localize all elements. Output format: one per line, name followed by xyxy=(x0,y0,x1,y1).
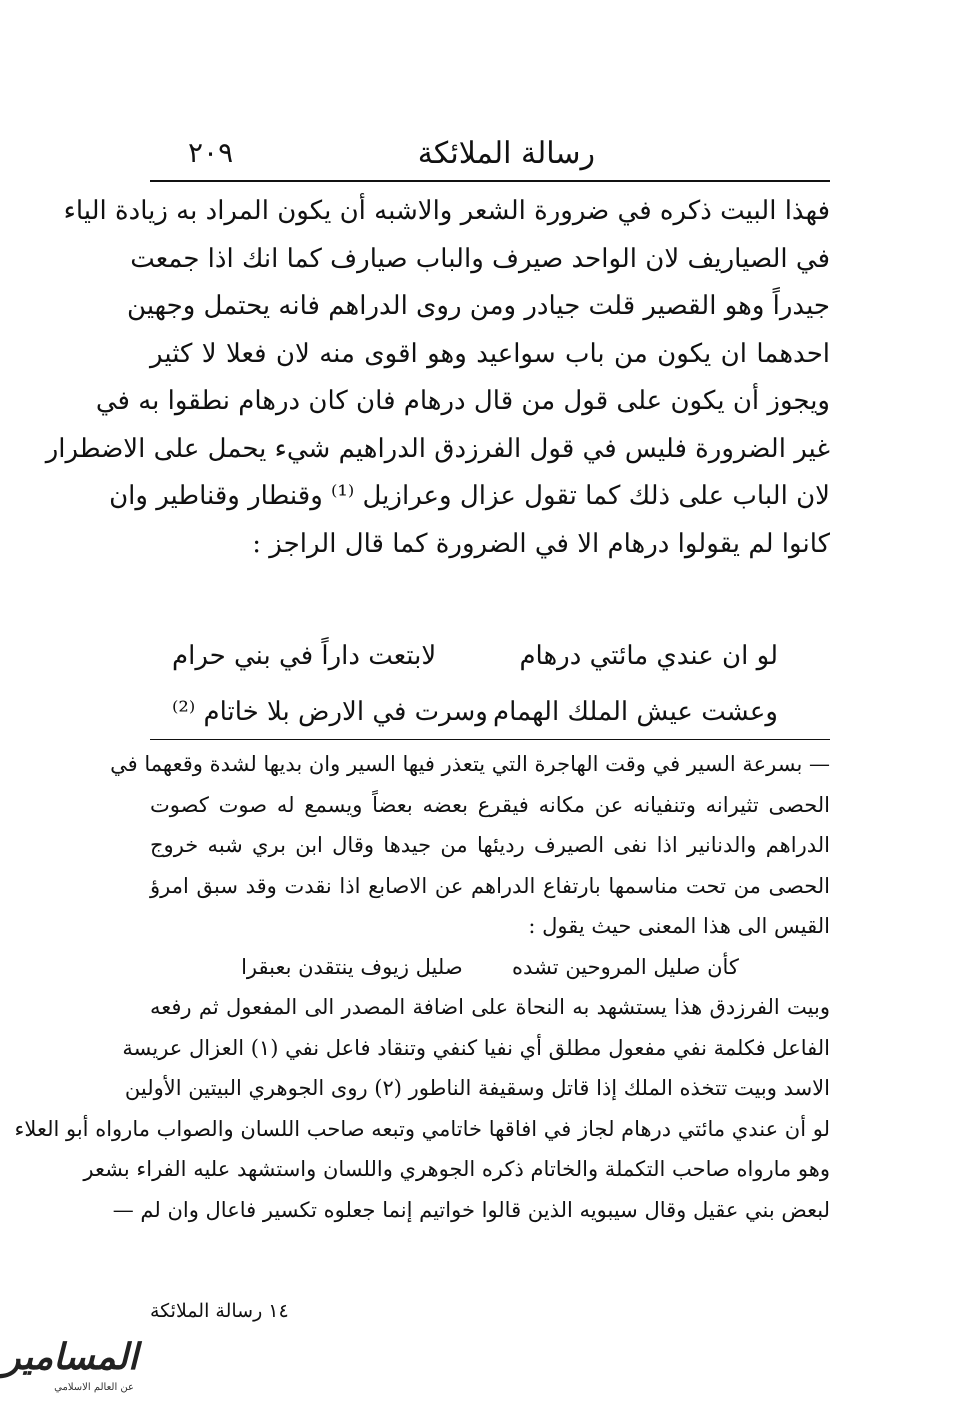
logo-subtext: عن العالم الاسلامي xyxy=(54,1382,134,1393)
footnote-line: الفاعل فكلمة نفي مفعول مطلق أي نفيا كنفي وتنقاد فاعل نفي (١) العزال عريسة xyxy=(122,1035,830,1060)
signature-mark: ١٤ رسالة الملائكة xyxy=(150,1300,289,1322)
footnote-line: — بسرعة السير في وقت الهاجرة التي يتعذر فيها السير وان بديها لشدة وقعهما في xyxy=(110,752,830,776)
main-text xyxy=(45,188,830,568)
running-title: رسالة الملائكة xyxy=(417,136,595,171)
verse-second-hemistich: وسرت في الارض بلا خاتام ⁽²⁾ xyxy=(172,697,488,727)
footnote-line: الاسد وبيت تتخذه الملك إذا قاتل وسقيفة الناطور (٢) روى الجوهري البيتين الأولين xyxy=(124,1076,830,1100)
verse-second-hemistich: لابتعت داراً في بني حرام xyxy=(172,641,437,671)
footnote-line: وبيت الفرزدق هذا يستشهد به النحاة على اضافة المصدر الى المفعول ثم رفعه xyxy=(150,995,830,1019)
footnote-verse-second: صليل زيوف ينتقدن بعبقرا xyxy=(241,954,463,979)
page-number: ٢٠٩ xyxy=(188,136,234,169)
footnote-line: الحصى من تحت مناسمها بارتفاع الدراهم عن الاصابع اذا نقدت وقد سبق امرؤ xyxy=(150,873,830,898)
text-line: كانوا لم يقولوا درهام الا في الضرورة كما قال الراجز : xyxy=(252,528,830,559)
text-line: احدهما ان يكون من باب سواعيد وهو اقوى منه لان فعلا لا كثير xyxy=(150,338,830,369)
footnote-line: لبعض بني عقيل وقال سيبويه الذين قالوا خواتيم إنما جعلوه تكسير فاعال وان لم — xyxy=(112,1197,830,1222)
footnote-line: الدراهم والدنانير اذا نفى الصيرف رديئها من جيدها وقال ابن بري شبه خروج xyxy=(150,833,830,857)
verse xyxy=(150,684,830,740)
running-head xyxy=(150,136,830,176)
verse-first-hemistich: وعشت عيش الملك الهمام xyxy=(493,697,778,727)
text-line: جيدراً وهو القصير قلت جيادر ومن روى الدراهم فانه يحتمل وجهين xyxy=(127,291,830,321)
library-logo xyxy=(3,1336,138,1406)
footnotes xyxy=(14,744,830,1230)
footnote-verse-first: كأن صليل المروحين تشده xyxy=(512,954,739,979)
text-line: غير الضرورة فليس في قول الفرزدق الدراهيم شيء يحمل على الاضطرار xyxy=(45,433,830,464)
header-rule xyxy=(150,180,830,182)
logo-text: المسامير xyxy=(3,1336,138,1378)
footnote-line: الحصى تثيرانه وتنفيانه عن مكانه فيقرع بعضه بعضاً ويسمع له صوت كصوت xyxy=(150,792,830,817)
footnote-line: لو أن عندي مائتي درهام لجاز في افاقها خاتامي وتبعه صاحب اللسان والصواب مارواه أبو العلاء xyxy=(14,1116,830,1141)
footnote-verse xyxy=(150,947,830,988)
verse xyxy=(150,628,830,684)
text-line: في الصياريف لان الواحد صيرف والباب صيارف كما انك اذا جمعت xyxy=(130,243,830,274)
text-line: ويجوز أن يكون على قول من قال درهام فان كان درهام نطقوا به في xyxy=(95,386,830,416)
verse-first-hemistich: لو ان عندي مائتي درهام xyxy=(519,641,778,671)
poem-verses xyxy=(150,628,830,740)
text-line: فهذا البيت ذكره في ضرورة الشعر والاشبه أن يكون المراد به زيادة الياء xyxy=(63,196,830,226)
footnote-rule xyxy=(150,739,830,740)
footnote-line: القيس الى هذا المعنى حيث يقول : xyxy=(528,914,830,938)
text-line: لان الباب على ذلك كما تقول عزال وعرازيل ⁽¹⁾ وقنطار وقناطير وان xyxy=(109,481,830,511)
footnote-line: وهو مارواه صاحب التكملة والخاتام ذكره الجوهري واللسان واستشهد عليه الفراء بشعر xyxy=(83,1157,830,1181)
